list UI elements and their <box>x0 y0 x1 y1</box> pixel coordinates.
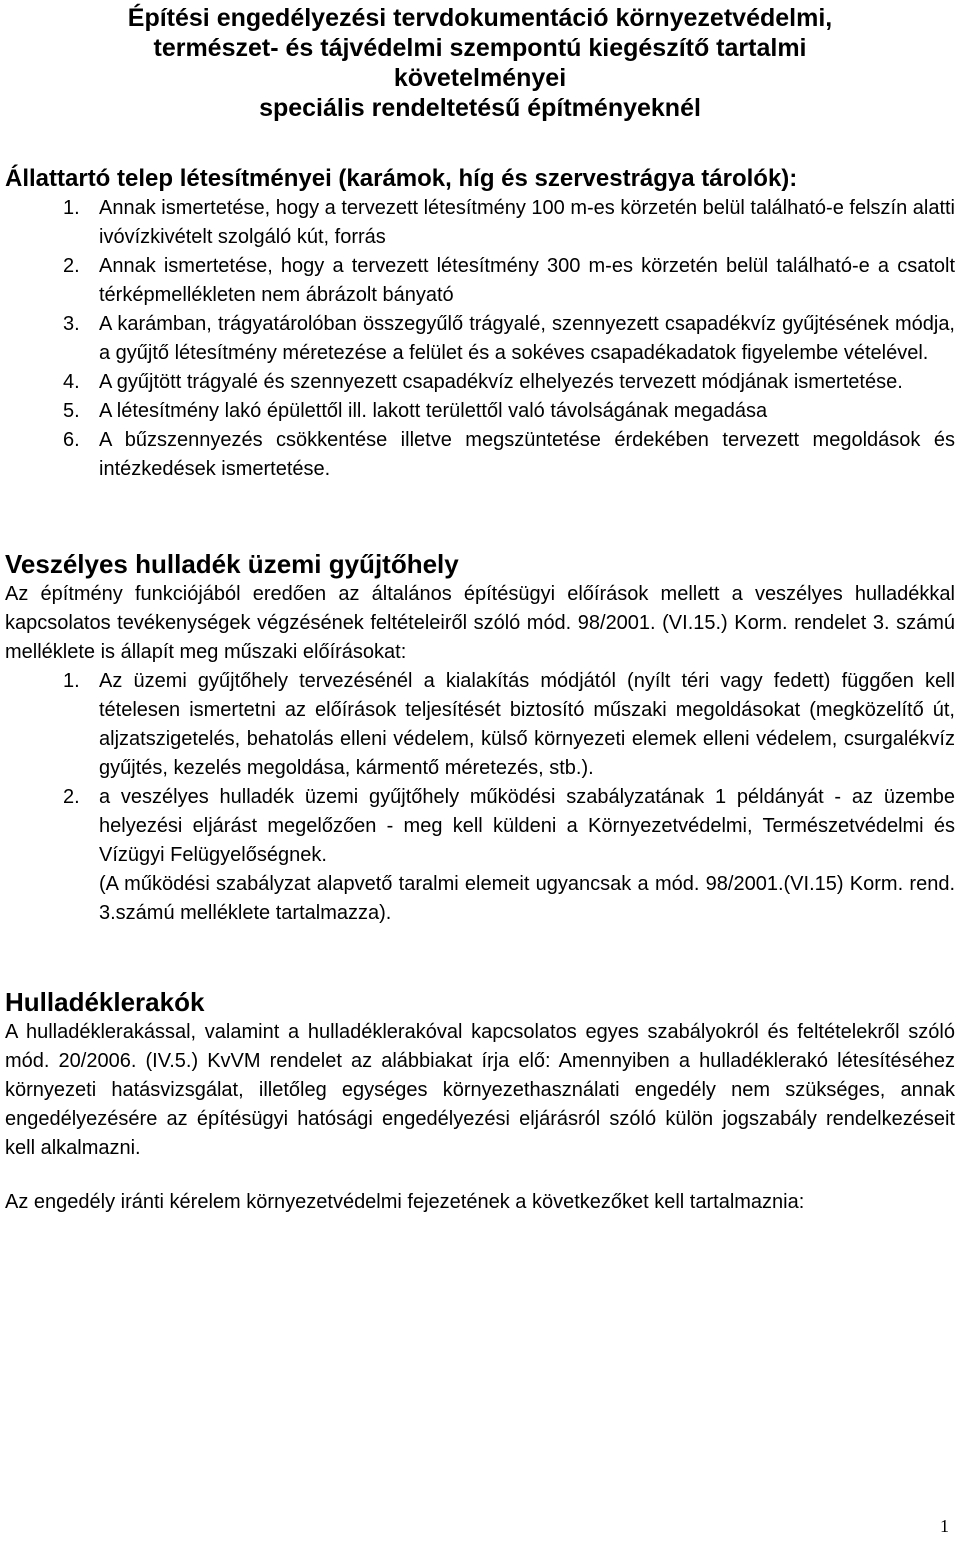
item-number: 6. <box>63 429 80 451</box>
section-paragraph: Az engedély iránti kérelem környezetvédelmi fejezetének a következőket kell tartalmaznia: <box>5 1191 805 1213</box>
document-page <box>5 0 955 1217</box>
requirements-list <box>5 667 955 928</box>
list-item <box>5 194 955 252</box>
list-item <box>5 368 955 397</box>
section-heading: Állattartó telep létesítményei (karámok, híg és szervestrágya tárolók): <box>5 165 798 192</box>
item-number: 1. <box>63 670 80 692</box>
item-text: A bűzszennyezés csökkentése illetve megszüntetése érdekében tervezett megoldások és intézkedések ismertetése. <box>99 429 955 480</box>
list-item <box>5 397 955 426</box>
item-note: (A működési szabályzat alapvető taralmi elemeit ugyancsak a mód. 98/2001.(VI.15) Korm. rend. 3.számú melléklete tartalmazza). <box>99 873 955 924</box>
item-text: Annak ismertetése, hogy a tervezett létesítmény 100 m-es körzetén belül található-e felszín alatti ivóvízkivételt szolgáló kút, forrás <box>99 197 955 248</box>
section-landfills <box>5 986 955 1217</box>
section-heading: Veszélyes hulladék üzemi gyűjtőhely <box>5 549 459 579</box>
item-text: a veszélyes hulladék üzemi gyűjtőhely működési szabályzatának 1 példányát - az üzembe helyezési eljárást megelőzően - meg kell küldeni a Környezetvédelmi, Természetvédelmi és Vízügyi Felügyelőségnek. <box>99 786 955 866</box>
item-text: A létesítmény lakó épülettől ill. lakott területtől való távolságának megadása <box>99 400 768 422</box>
item-number: 5. <box>63 400 80 422</box>
list-item <box>5 310 955 368</box>
requirements-list <box>5 194 955 484</box>
section-intro: Az építmény funkciójából eredően az általános építésügyi előírások mellett a veszélyes hulladékkal kapcsolatos tevékenységek végzésének feltételeiről szóló mód. 98/2001. (VI.15.) Korm. rendelet 3. számú melléklete is állapít meg műszaki előírásokat: <box>5 583 955 663</box>
item-number: 4. <box>63 371 80 393</box>
list-item <box>5 426 955 484</box>
document-title <box>5 0 955 123</box>
item-text: Annak ismertetése, hogy a tervezett létesítmény 300 m-es körzetén belül található-e a csatolt térképmellékleten nem ábrázolt bányató <box>99 255 955 306</box>
section-paragraph: A hulladéklerakással, valamint a hulladéklerakóval kapcsolatos egyes szabályokról és feltételekről szóló mód. 20/2006. (IV.5.) KvVM rendelet az alábbiakat írja elő: Amennyiben a hulladéklerakó létesítéséhez környezeti hatásvizsgálat, illetőleg egységes környezethasználati engedély nem szükséges, annak engedélyezésére az építésügyi hatósági engedélyezési eljárásról szóló külön jogszabály rendelkezéseit kell alkalmazni. <box>5 1021 955 1159</box>
item-number: 2. <box>63 786 80 808</box>
item-text: Az üzemi gyűjtőhely tervezésénél a kialakítás módjától (nyílt téri vagy fedett) függően kell tételesen ismertetni az előírások teljesítését biztosító műszaki megoldásokat (megközelítő út, aljzatszigetelés, behatolás elleni védelem, külső környezeti elemek elleni védelem, csurgalékvíz gyűjtés, kezelés megoldása, kármentő méretezés, stb.). <box>99 670 955 779</box>
item-number: 1. <box>63 197 80 219</box>
list-item <box>5 667 955 783</box>
title-line: speciális rendeltetésű építményeknél <box>259 94 701 122</box>
section-hazardous-waste <box>5 548 955 928</box>
list-item <box>5 783 955 928</box>
section-heading: Hulladéklerakók <box>5 987 205 1017</box>
title-line: Építési engedélyezési tervdokumentáció környezetvédelmi, <box>127 4 833 32</box>
section-animal-farm <box>5 164 955 484</box>
title-line: természet- és tájvédelmi szempontú kiegészítő tartalmi <box>153 34 807 62</box>
item-text: A karámban, trágyatárolóban összegyűlő trágyalé, szennyezett csapadékvíz gyűjtésének módja, a gyűjtő létesítmény méretezése a felület és a sokéves csapadékadatok figyelembe vételével. <box>99 313 955 364</box>
item-number: 3. <box>63 313 80 335</box>
item-number: 2. <box>63 255 80 277</box>
page-number: 1 <box>940 1516 949 1536</box>
list-item <box>5 252 955 310</box>
title-line: követelményei <box>393 64 567 92</box>
item-text: A gyűjtött trágyalé és szennyezett csapadékvíz elhelyezés tervezett módjának ismertetése. <box>99 371 903 393</box>
